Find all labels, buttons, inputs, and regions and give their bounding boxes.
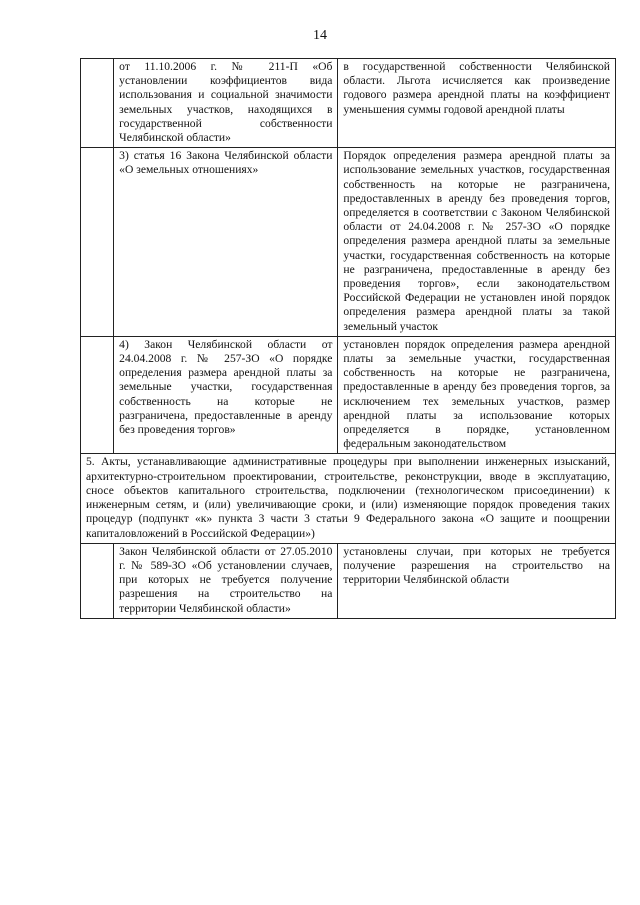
section-5-heading: 5. Акты, устанавливающие административные процедуры при выполнении инженерных изысканий, архитектурно-строительном проектировании, строительстве, реконструкции, вводе в эксплуатацию, сносе объектов капитального строительства, подключении (технологическом присоединении) к инженерным сетям, и (или) увеличивающие сроки, и (или) изменяющие порядок проведения таких процедур (подпункт «к» пункта 3 части 3 статьи 9 Федерального закона «О защите и поощрении капиталовложений в Российской Федерации») (81, 454, 616, 543)
act-cell: от 11.10.2006 г. № 211-П «Об установлении коэффициентов вида использования и социальной значимости земельных участков, находящихся в государственной собственности Челябинской области» (114, 59, 338, 148)
table-row (81, 148, 616, 337)
page-number: 14 (313, 28, 327, 43)
table-row (81, 543, 616, 618)
index-cell (81, 336, 114, 454)
acts-table (80, 58, 616, 619)
act-cell: 3) статья 16 Закона Челябинской области «О земельных отношениях» (114, 148, 338, 337)
act-cell: Закон Челябинской области от 27.05.2010 г. № 589-ЗО «Об установлении случаев, при которых не требуется получение разрешения на строительство на территории Челябинской области» (114, 543, 338, 618)
description-cell: установлен порядок определения размера арендной платы за земельные участки, государственная собственность на которые не разграничена, предоставленные в аренду без проведения торгов, за исключением тех земельных участков, размер арендной платы за использование которых определяется в порядке, установленном федеральным законодательством (338, 336, 616, 454)
index-cell (81, 59, 114, 148)
description-cell: установлены случаи, при которых не требуется получение разрешения на строительство на территории Челябинской области (338, 543, 616, 618)
table-row (81, 336, 616, 454)
index-cell (81, 543, 114, 618)
description-cell: Порядок определения размера арендной платы за использование земельных участков, государственная собственность на которые не разграничена, предоставленных в аренду без проведения торгов, определяется в соответствии с Законом Челябинской области от 24.04.2008 г. № 257-ЗО «О порядке определения размера арендной платы за земельные участки, государственная собственность на которые не разграничена, предоставленные в аренду без проведения торгов», если законодательством Российской Федерации не установлен иной порядок определения размера арендной платы за такой земельный участок (338, 148, 616, 337)
description-cell: в государственной собственности Челябинской области. Льгота исчисляется как произведение годового размера арендной платы на коэффициент уменьшения суммы годовой арендной платы (338, 59, 616, 148)
index-cell (81, 148, 114, 337)
table-row (81, 59, 616, 148)
section-header-row (81, 454, 616, 543)
act-cell: 4) Закон Челябинской области от 24.04.2008 г. № 257-ЗО «О порядке определения размера арендной платы за земельные участки, государственная собственность на которые не разграничена, предоставленные в аренду без проведения торгов» (114, 336, 338, 454)
